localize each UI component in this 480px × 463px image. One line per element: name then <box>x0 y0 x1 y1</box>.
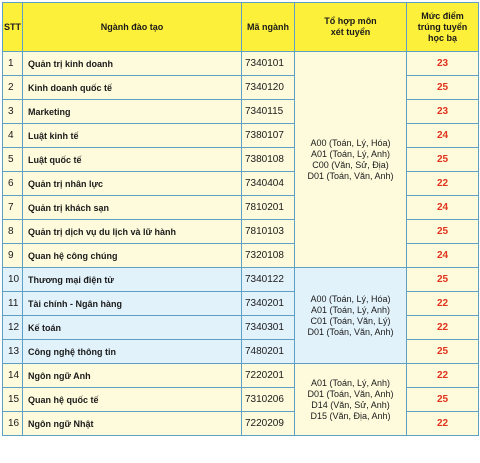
row-stt: 2 <box>3 76 23 100</box>
row-score: 24 <box>407 196 479 220</box>
row-stt: 15 <box>3 388 23 412</box>
combo-group-3 <box>295 364 407 436</box>
header-major-code: Mã ngành <box>242 3 295 52</box>
combo-line: C00 (Văn, Sử, Địa) <box>312 159 389 170</box>
table-row <box>3 148 479 172</box>
row-stt: 4 <box>3 124 23 148</box>
row-stt: 5 <box>3 148 23 172</box>
row-score: 22 <box>407 292 479 316</box>
row-stt: 9 <box>3 244 23 268</box>
header-subject-combination <box>295 3 407 52</box>
row-major-code: 7380107 <box>242 124 295 148</box>
table-row <box>3 292 479 316</box>
admission-scores-table <box>2 2 479 436</box>
row-major-name: Kế toán <box>23 316 242 340</box>
table-row <box>3 52 479 76</box>
header-major-name: Ngành đào tạo <box>23 3 242 52</box>
row-major-name: Ngôn ngữ Nhật <box>23 412 242 436</box>
row-score: 25 <box>407 388 479 412</box>
row-score: 23 <box>407 100 479 124</box>
row-score: 25 <box>407 148 479 172</box>
row-stt: 1 <box>3 52 23 76</box>
row-major-name: Quản trị khách sạn <box>23 196 242 220</box>
table-row <box>3 412 479 436</box>
row-score: 22 <box>407 316 479 340</box>
header-row <box>3 3 479 52</box>
combo-line: A00 (Toán, Lý, Hóa) <box>310 293 391 304</box>
row-stt: 13 <box>3 340 23 364</box>
row-major-code: 7810201 <box>242 196 295 220</box>
row-major-code: 7340301 <box>242 316 295 340</box>
row-score: 24 <box>407 124 479 148</box>
row-major-code: 7340101 <box>242 52 295 76</box>
row-major-name: Công nghệ thông tin <box>23 340 242 364</box>
combo-line: C01 (Toán, Văn, Lý) <box>310 315 391 326</box>
table-row <box>3 244 479 268</box>
row-major-code: 7220201 <box>242 364 295 388</box>
row-major-name: Quản trị kinh doanh <box>23 52 242 76</box>
row-major-code: 7480201 <box>242 340 295 364</box>
header-combo-line: Tổ hợp môn <box>324 16 377 26</box>
combo-line: A01 (Toán, Lý, Anh) <box>310 304 391 315</box>
row-stt: 7 <box>3 196 23 220</box>
row-score: 22 <box>407 412 479 436</box>
row-stt: 14 <box>3 364 23 388</box>
row-stt: 3 <box>3 100 23 124</box>
row-score: 25 <box>407 76 479 100</box>
row-score: 22 <box>407 364 479 388</box>
combo-line: A01 (Toán, Lý, Anh) <box>310 377 391 388</box>
row-major-code: 7380108 <box>242 148 295 172</box>
combo-line: A00 (Toán, Lý, Hóa) <box>310 137 391 148</box>
row-major-code: 7340120 <box>242 76 295 100</box>
row-major-name: Thương mại điện tử <box>23 268 242 292</box>
combo-line: D14 (Văn, Sử, Anh) <box>311 399 390 410</box>
row-stt: 16 <box>3 412 23 436</box>
row-major-code: 7340122 <box>242 268 295 292</box>
row-major-name: Luật kinh tế <box>23 124 242 148</box>
row-major-name: Luật quốc tế <box>23 148 242 172</box>
row-major-code: 7340404 <box>242 172 295 196</box>
row-major-name: Quản trị dịch vụ du lịch và lữ hành <box>23 220 242 244</box>
combo-line: A01 (Toán, Lý, Anh) <box>310 148 391 159</box>
table-row <box>3 388 479 412</box>
combo-line: D01 (Toán, Văn, Anh) <box>307 170 394 181</box>
row-major-name: Quản trị nhân lực <box>23 172 242 196</box>
row-stt: 6 <box>3 172 23 196</box>
header-stt: STT <box>3 3 23 52</box>
row-score: 23 <box>407 52 479 76</box>
row-score: 25 <box>407 268 479 292</box>
row-major-code: 7340201 <box>242 292 295 316</box>
header-combo-line: xét tuyển <box>330 27 371 37</box>
table-row <box>3 316 479 340</box>
row-major-name: Kinh doanh quốc tế <box>23 76 242 100</box>
row-major-name: Ngôn ngữ Anh <box>23 364 242 388</box>
row-score: 25 <box>407 340 479 364</box>
row-major-code: 7320108 <box>242 244 295 268</box>
row-score: 22 <box>407 172 479 196</box>
header-score-line: trúng tuyển <box>417 21 468 32</box>
table-row <box>3 124 479 148</box>
row-major-name: Tài chính - Ngân hàng <box>23 292 242 316</box>
table-row <box>3 340 479 364</box>
row-major-name: Quan hệ quốc tế <box>23 388 242 412</box>
header-score-line: học bạ <box>427 32 457 43</box>
combo-line: D15 (Văn, Địa, Anh) <box>310 410 391 421</box>
table-row <box>3 220 479 244</box>
row-major-code: 7220209 <box>242 412 295 436</box>
header-score-line: Mức điểm <box>421 10 464 21</box>
row-stt: 11 <box>3 292 23 316</box>
combo-line: D01 (Toán, Văn, Anh) <box>307 326 394 337</box>
row-major-name: Marketing <box>23 100 242 124</box>
table-row <box>3 196 479 220</box>
table-row <box>3 268 479 292</box>
combo-group-1 <box>295 52 407 268</box>
header-admission-score <box>407 3 479 52</box>
row-stt: 8 <box>3 220 23 244</box>
row-major-code: 7340115 <box>242 100 295 124</box>
table-row <box>3 364 479 388</box>
table-row <box>3 172 479 196</box>
table-row <box>3 100 479 124</box>
row-major-name: Quan hệ công chúng <box>23 244 242 268</box>
row-major-code: 7310206 <box>242 388 295 412</box>
row-score: 24 <box>407 244 479 268</box>
row-stt: 12 <box>3 316 23 340</box>
combo-group-2 <box>295 268 407 364</box>
row-major-code: 7810103 <box>242 220 295 244</box>
row-score: 25 <box>407 220 479 244</box>
table-row <box>3 76 479 100</box>
row-stt: 10 <box>3 268 23 292</box>
combo-line: D01 (Toán, Văn, Anh) <box>307 388 394 399</box>
